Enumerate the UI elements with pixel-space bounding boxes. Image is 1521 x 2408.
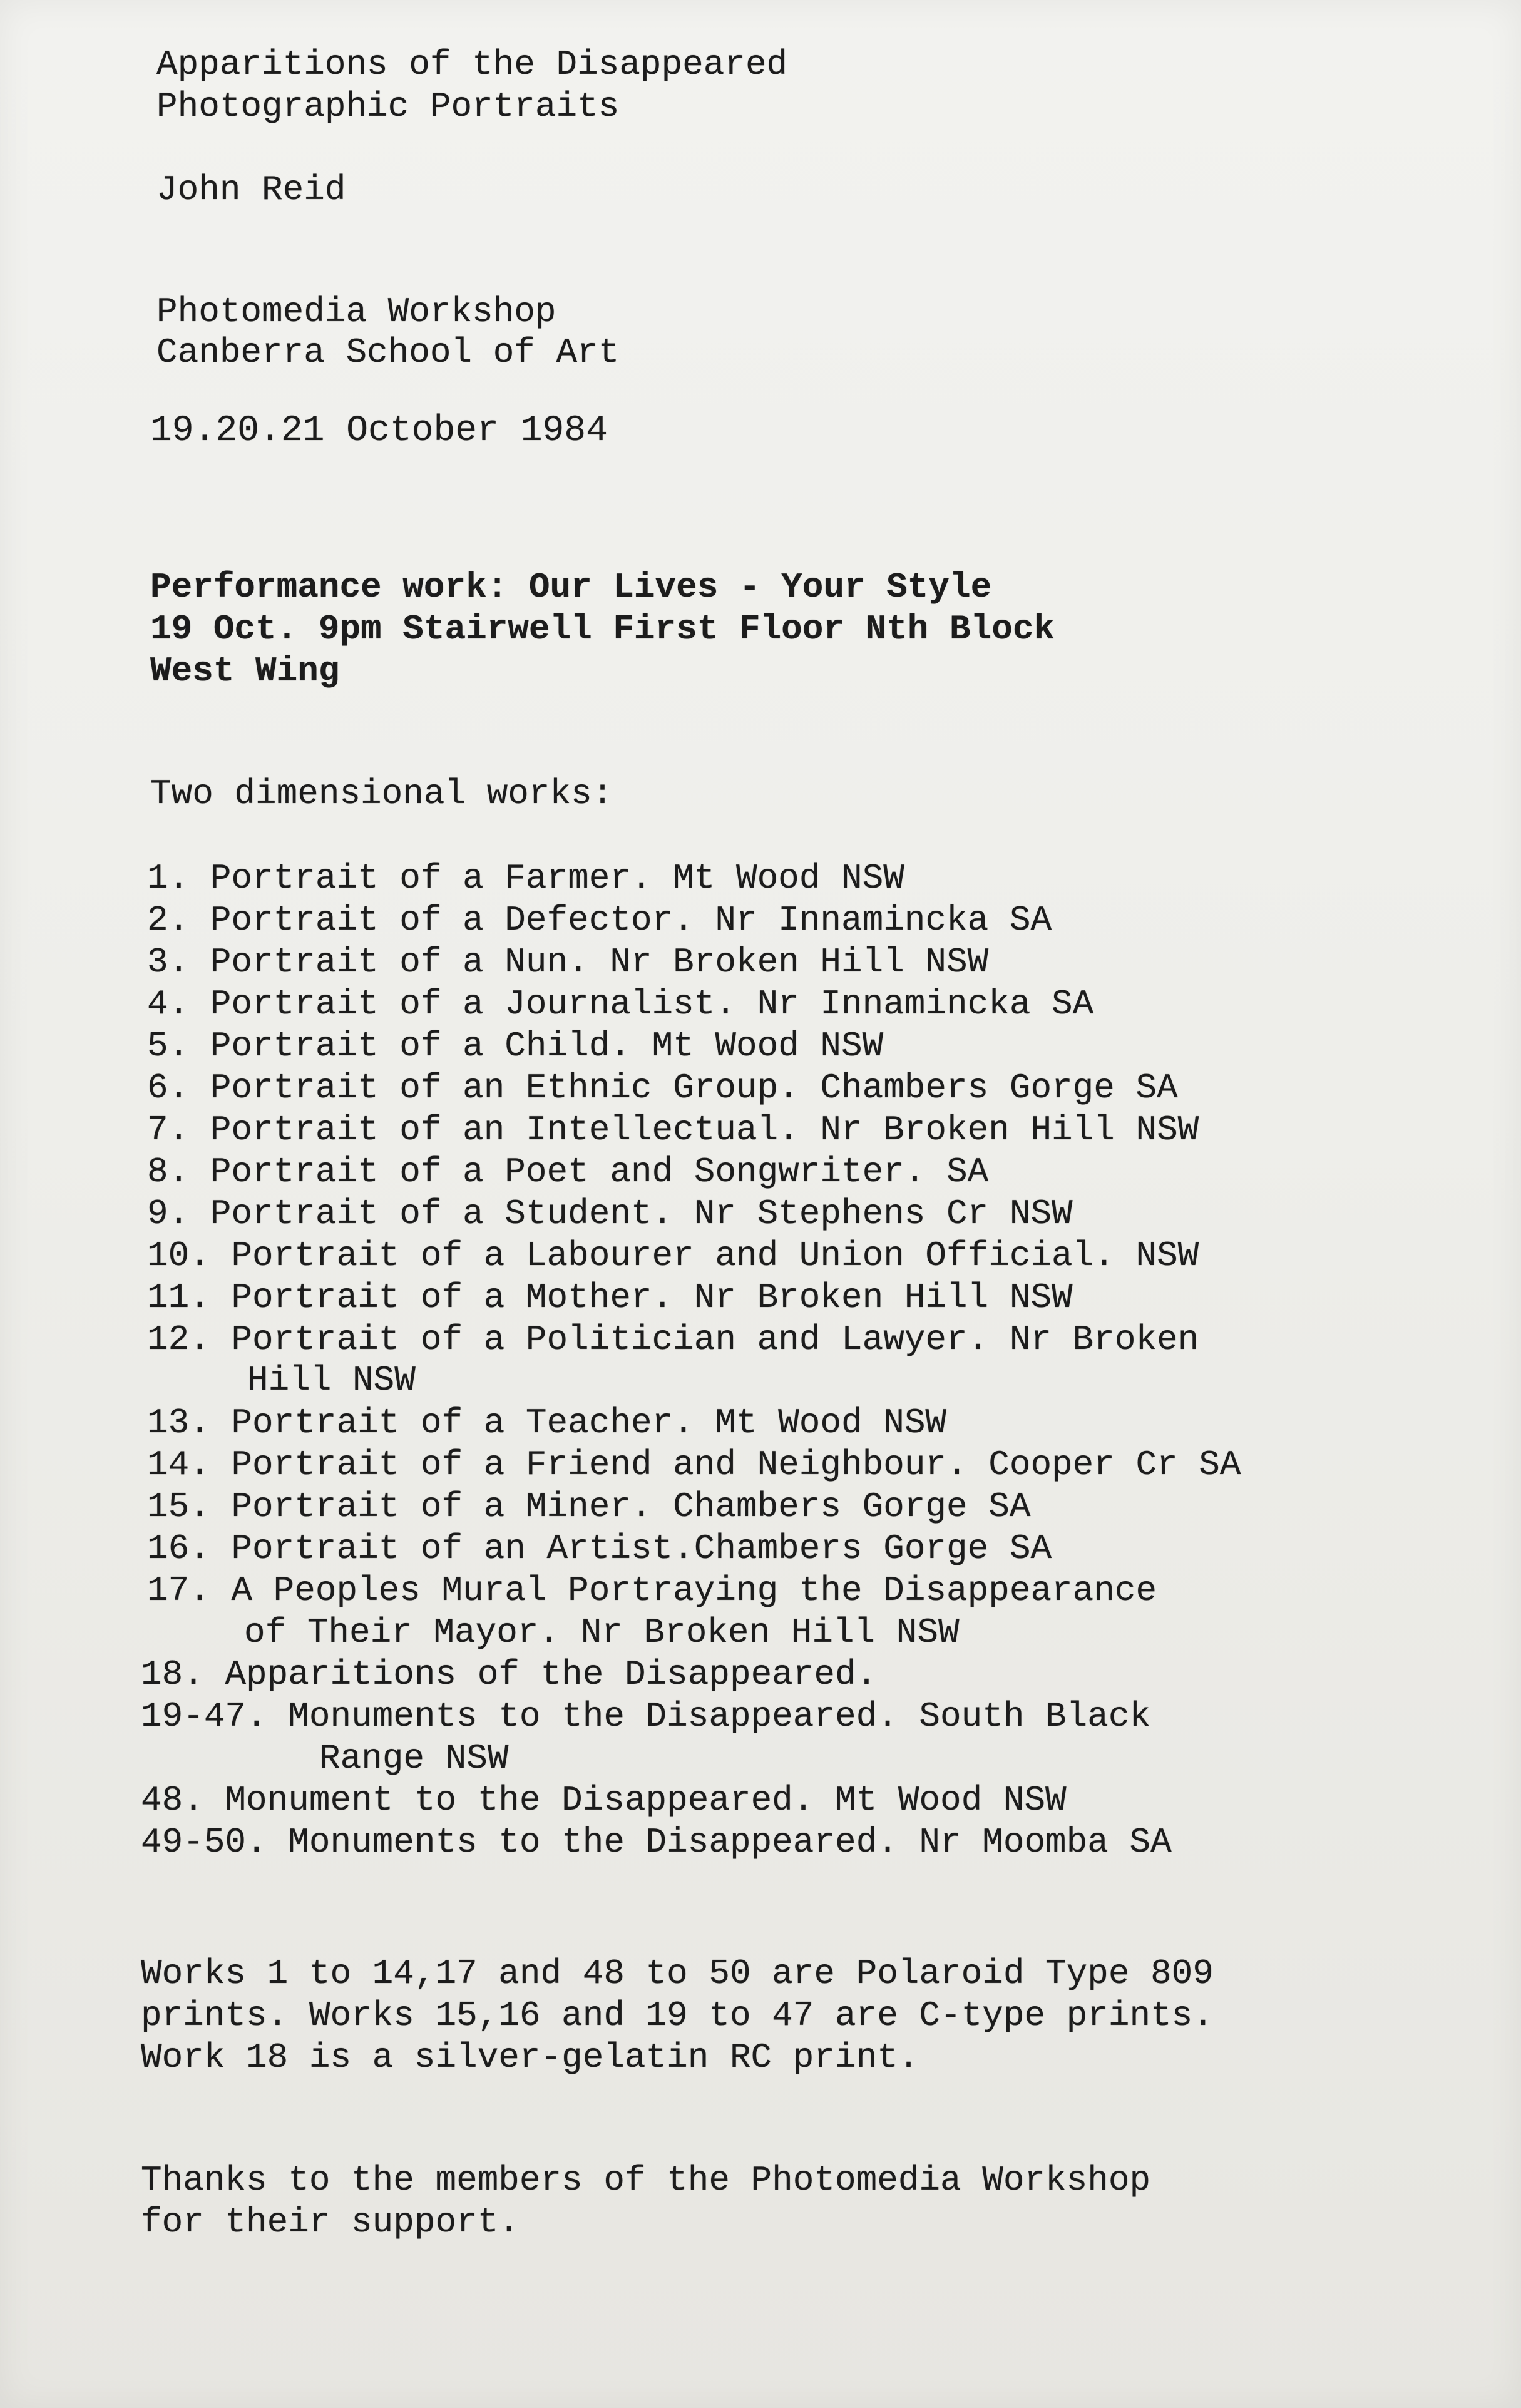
item-number: 2. bbox=[147, 900, 190, 940]
item-text: Portrait of a Mother. Nr Broken Hill NSW bbox=[231, 1278, 1073, 1318]
list-item bbox=[147, 1109, 1199, 1151]
item-text: Monument to the Disappeared. Mt Wood NSW bbox=[225, 1780, 1067, 1820]
item-text: A Peoples Mural Portraying the Disappearance bbox=[231, 1570, 1157, 1611]
thanks-line-2: for their support. bbox=[141, 2202, 520, 2242]
item-number: 14. bbox=[147, 1445, 210, 1485]
list-item bbox=[147, 1444, 1241, 1486]
performance-line-2: 19 Oct. 9pm Stairwell First Floor Nth Block bbox=[150, 609, 1055, 649]
list-item bbox=[141, 1780, 1067, 1821]
list-item bbox=[147, 1277, 1073, 1319]
list-item bbox=[147, 941, 988, 983]
item-number: 15. bbox=[147, 1487, 210, 1527]
item-text: Portrait of a Nun. Nr Broken Hill NSW bbox=[210, 942, 989, 982]
item-text: Portrait of a Politician and Lawyer. Nr Broken bbox=[231, 1319, 1199, 1360]
item-text: Portrait of a Farmer. Mt Wood NSW bbox=[210, 858, 904, 898]
item-text: Portrait of a Miner. Chambers Gorge SA bbox=[231, 1487, 1031, 1527]
item-number: 9. bbox=[147, 1194, 190, 1234]
list-item bbox=[147, 1402, 946, 1444]
item-number: 8. bbox=[147, 1152, 190, 1192]
item-text: Portrait of a Poet and Songwriter. SA bbox=[210, 1152, 989, 1192]
item-text: Portrait of an Artist.Chambers Gorge SA bbox=[231, 1529, 1052, 1569]
item-text: Portrait of a Journalist. Nr Innamincka SA bbox=[210, 984, 1094, 1024]
artist-name: John Reid bbox=[156, 170, 346, 210]
performance-line-1: Performance work: Our Lives - Your Style bbox=[150, 567, 992, 607]
works-heading: Two dimensional works: bbox=[150, 774, 613, 814]
list-item bbox=[141, 1696, 1150, 1738]
list-item bbox=[147, 1235, 1199, 1277]
item-text: Portrait of a Labourer and Union Official. NSW bbox=[231, 1236, 1199, 1276]
item-number: 10. bbox=[147, 1236, 210, 1276]
list-item bbox=[147, 983, 1093, 1025]
item-number: 16. bbox=[147, 1529, 210, 1569]
item-number: 18. bbox=[141, 1654, 204, 1694]
notes-line-2: prints. Works 15,16 and 19 to 47 are C-type prints. bbox=[141, 1996, 1214, 2036]
exhibition-dates: 19.20.21 October 1984 bbox=[150, 411, 608, 451]
item-text: Monuments to the Disappeared. South Black bbox=[288, 1696, 1151, 1736]
list-item bbox=[147, 899, 1052, 941]
item-text: Portrait of a Student. Nr Stephens Cr NSW bbox=[210, 1194, 1073, 1234]
item-number: 17. bbox=[147, 1570, 210, 1611]
item-number: 1. bbox=[147, 858, 190, 898]
item-text: Monuments to the Disappeared. Nr Moomba SA bbox=[288, 1822, 1172, 1862]
item-text: Portrait of a Defector. Nr Innamincka SA bbox=[210, 900, 1052, 940]
list-item-continuation: of Their Mayor. Nr Broken Hill NSW bbox=[244, 1612, 960, 1652]
item-text: Portrait of a Child. Mt Wood NSW bbox=[210, 1026, 884, 1066]
venue-line-1: Photomedia Workshop bbox=[156, 292, 556, 332]
notes-line-1: Works 1 to 14,17 and 48 to 50 are Polaroid Type 809 bbox=[141, 1954, 1214, 1994]
item-text: Apparitions of the Disappeared. bbox=[225, 1654, 878, 1694]
list-item bbox=[147, 1570, 1157, 1612]
list-item-continuation: Range NSW bbox=[319, 1738, 509, 1778]
venue-line-2: Canberra School of Art bbox=[156, 332, 620, 372]
list-item bbox=[147, 1486, 1030, 1528]
thanks-line-1: Thanks to the members of the Photomedia Workshop bbox=[141, 2160, 1151, 2200]
list-item bbox=[147, 1528, 1052, 1570]
item-number: 4. bbox=[147, 984, 190, 1024]
list-item bbox=[147, 1193, 1073, 1235]
item-number: 11. bbox=[147, 1278, 210, 1318]
list-item bbox=[147, 1151, 988, 1193]
title-line-1: Apparitions of the Disappeared bbox=[156, 44, 788, 85]
item-number: 5. bbox=[147, 1026, 190, 1066]
notes-line-3: Work 18 is a silver-gelatin RC print. bbox=[141, 2037, 919, 2078]
list-item bbox=[147, 1025, 883, 1067]
title-line-2: Photographic Portraits bbox=[156, 86, 620, 126]
item-number: 3. bbox=[147, 942, 190, 982]
list-item bbox=[147, 1319, 1199, 1361]
item-text: Portrait of a Friend and Neighbour. Cooper Cr SA bbox=[231, 1445, 1241, 1485]
item-number: 19-47. bbox=[141, 1696, 267, 1736]
item-number: 48. bbox=[141, 1780, 204, 1820]
item-number: 12. bbox=[147, 1319, 210, 1360]
item-number: 7. bbox=[147, 1110, 190, 1150]
item-number: 49-50. bbox=[141, 1822, 267, 1862]
item-number: 13. bbox=[147, 1403, 210, 1443]
list-item bbox=[141, 1654, 877, 1696]
item-text: Portrait of a Teacher. Mt Wood NSW bbox=[231, 1403, 947, 1443]
list-item bbox=[141, 1821, 1172, 1863]
performance-line-3: West Wing bbox=[150, 651, 340, 691]
list-item bbox=[147, 858, 904, 899]
list-item bbox=[147, 1067, 1178, 1109]
item-number: 6. bbox=[147, 1068, 190, 1108]
list-item-continuation: Hill NSW bbox=[247, 1360, 416, 1400]
item-text: Portrait of an Ethnic Group. Chambers Gorge SA bbox=[210, 1068, 1178, 1108]
item-text: Portrait of an Intellectual. Nr Broken Hill NSW bbox=[210, 1110, 1199, 1150]
